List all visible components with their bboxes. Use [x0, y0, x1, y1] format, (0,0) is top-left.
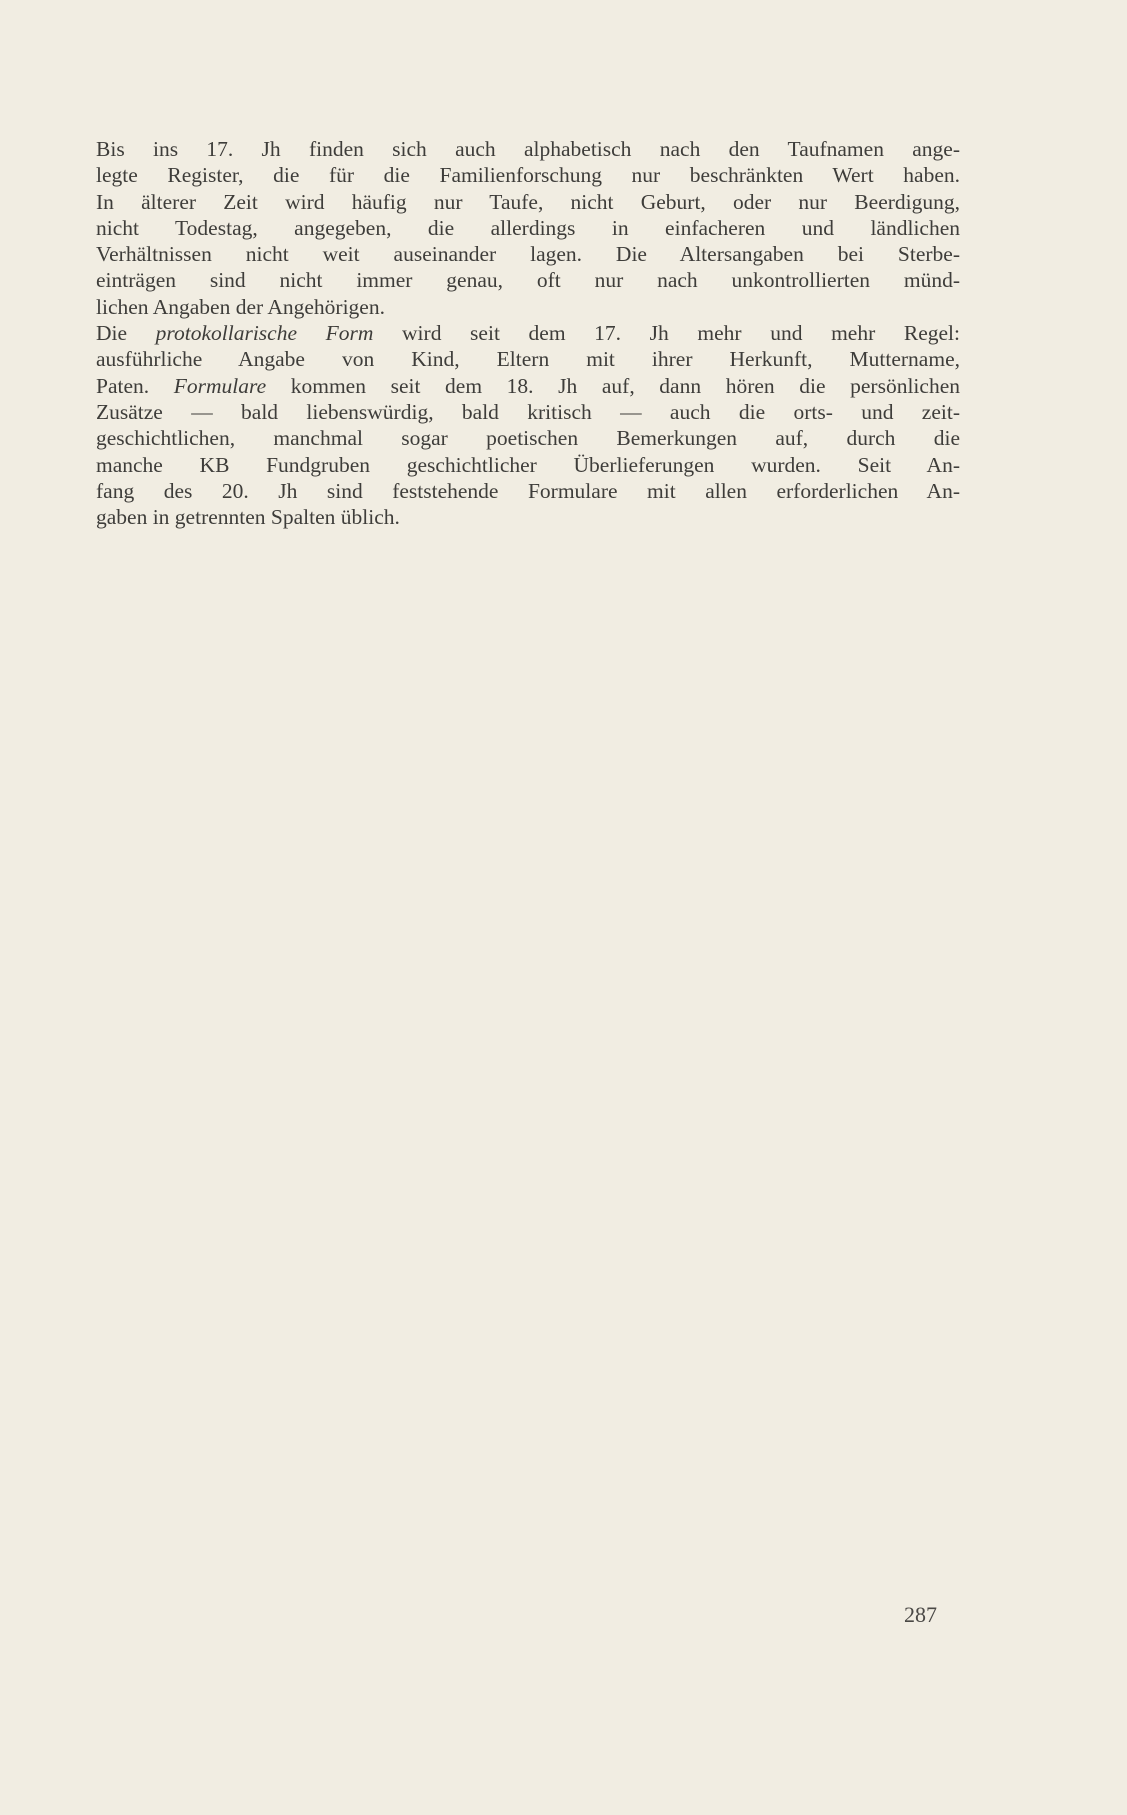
text-line: Zusätze — bald liebenswürdig, bald kritisch — auch die orts- und zeit-: [96, 399, 960, 424]
text-run: Die: [96, 321, 156, 346]
body-text: [96, 136, 960, 530]
text-line: In älterer Zeit wird häufig nur Taufe, nicht Geburt, oder nur Beerdigung,: [96, 189, 960, 214]
text-line: gaben in getrennten Spalten üblich.: [96, 505, 400, 530]
page-number: 287: [904, 1602, 937, 1627]
text-line: ausführliche Angabe von Kind, Eltern mit ihrer Herkunft, Muttername,: [96, 347, 960, 372]
paragraph-1: [96, 136, 960, 320]
text-line: fang des 20. Jh sind feststehende Formulare mit allen erforderlichen An-: [96, 478, 960, 503]
text-line: einträgen sind nicht immer genau, oft nur nach unkontrollierten münd-: [96, 268, 960, 293]
text-run: wird seit dem 17. Jh mehr und mehr Regel:: [373, 321, 961, 346]
text-line: legte Register, die für die Familienforschung nur beschränkten Wert haben.: [96, 163, 960, 188]
text-line: [96, 320, 960, 346]
italic-term: Formulare: [173, 373, 267, 398]
text-run: Paten.: [96, 373, 174, 398]
text-line: Verhältnissen nicht weit auseinander lagen. Die Altersangaben bei Sterbe-: [96, 242, 960, 267]
italic-term: protokollarische Form: [155, 321, 374, 346]
text-line: lichen Angaben der Angehörigen.: [96, 294, 385, 319]
text-line: geschichtlichen, manchmal sogar poetischen Bemerkungen auf, durch die: [96, 426, 960, 451]
paragraph-2: [96, 320, 960, 530]
text-line: nicht Todestag, angegeben, die allerdings in einfacheren und ländlichen: [96, 215, 960, 240]
text-line: Bis ins 17. Jh finden sich auch alphabetisch nach den Taufnamen ange-: [96, 137, 960, 161]
text-run: kommen seit dem 18. Jh auf, dann hören die persönlichen: [266, 373, 960, 398]
text-line: [96, 373, 960, 399]
text-line: manche KB Fundgruben geschichtlicher Überlieferungen wurden. Seit An-: [96, 452, 960, 477]
